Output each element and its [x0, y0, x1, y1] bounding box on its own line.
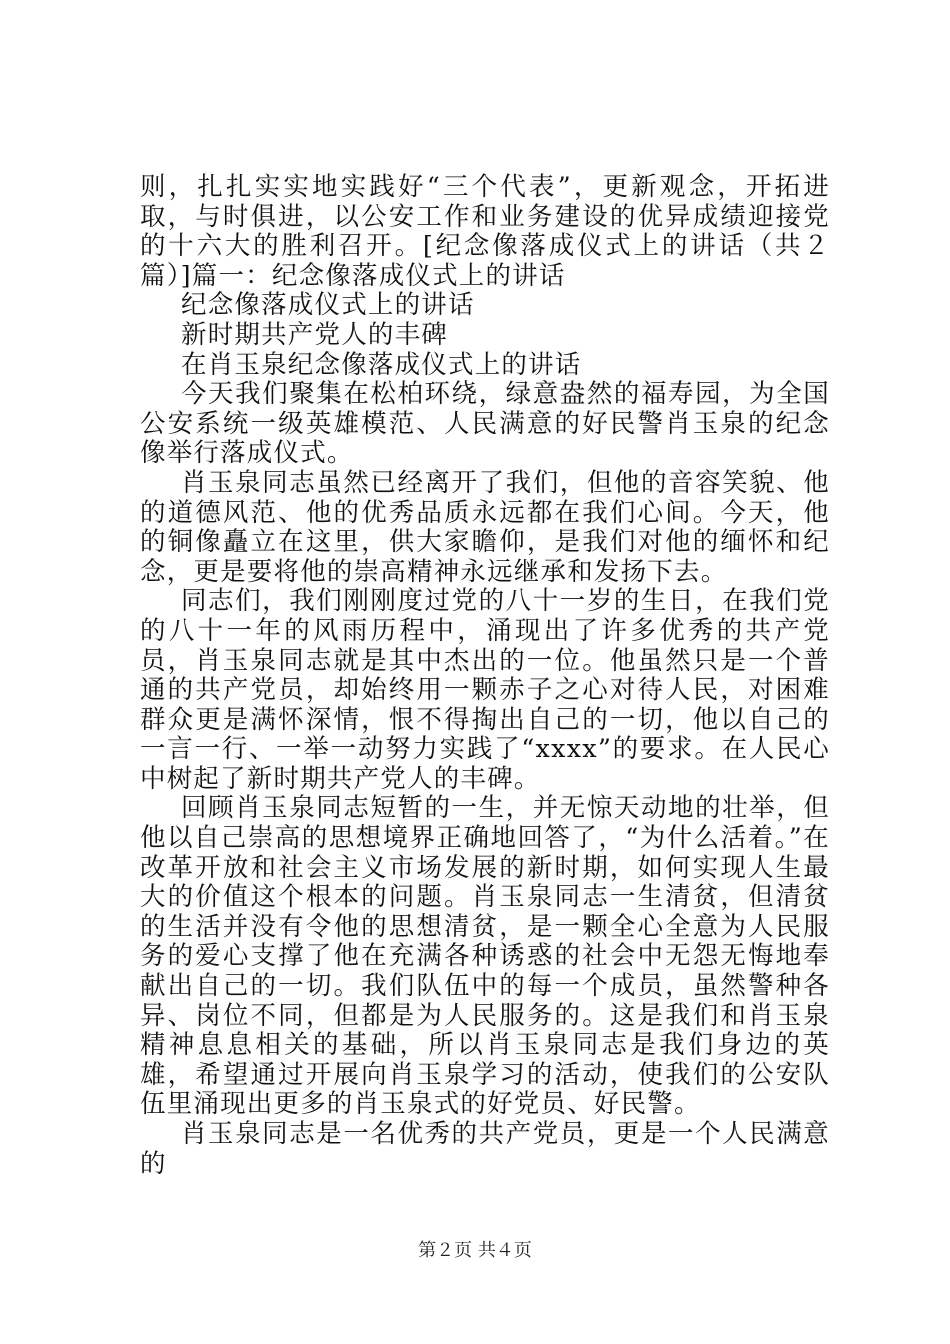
paragraph-4: 在肖玉泉纪念像落成仪式上的讲话	[181, 349, 582, 380]
paragraph-1: 则，扎扎实实地实践好“三个代表”，更新观念，开拓进取，与时俱进，以公安工作和业务建设的优异成绩迎接党的十六大的胜利召开。[纪念像落成仪式上的讲话（共２篇）]篇一：纪念像落成仪式上的讲话	[140, 172, 830, 291]
paragraph-6: 肖玉泉同志虽然已经离开了我们，但他的音容笑貌、他的道德风范、他的优秀品质永远都在我们心间。今天，他的铜像矗立在这里，供大家瞻仰，是我们对他的缅怀和纪念，更是要将他的崇高精神永远继承和发扬下去。	[140, 467, 830, 587]
paragraph-7: 同志们，我们刚刚度过党的八十一岁的生日，在我们党的八十一年的风雨历程中，涌现出了许多优秀的共产党员，肖玉泉同志就是其中杰出的一位。他虽然只是一个普通的共产党员，却始终用一颗赤子之心对待人民，对困难群众更是满怀深情，恨不得掏出自己的一切，他以自己的一言一行、一举一动努力实践了“xxxx”的要求。在人民心中树起了新时期共产党人的丰碑。	[140, 586, 830, 794]
document-body	[140, 173, 830, 1179]
page-footer: 第２页 共４页	[418, 1240, 532, 1261]
paragraph-8: 回顾肖玉泉同志短暂的一生，并无惊天动地的壮举，但他以自己崇高的思想境界正确地回答了，“为什么活着。”在改革开放和社会主义市场发展的新时期，如何实现人生最大的价值这个根本的问题。肖玉泉同志一生清贫，但清贫的生活并没有令他的思想清贫，是一颗全心全意为人民服务的爱心支撑了他在充满各种诱惑的社会中无怨无悔地奉献出自己的一切。我们队伍中的每一个成员，虽然警种各异、岗位不同，但都是为人民服务的。这是我们和肖玉泉精神息息相关的基础，所以肖玉泉同志是我们身边的英雄，希望通过开展向肖玉泉学习的活动，使我们的公安队伍里涌现出更多的肖玉泉式的好党员、好民警。	[140, 793, 830, 1120]
paragraph-3: 新时期共产党人的丰碑	[181, 319, 449, 350]
paragraph-9: 肖玉泉同志是一名优秀的共产党员，更是一个人民满意的	[140, 1119, 830, 1179]
paragraph-2: 纪念像落成仪式上的讲话	[181, 290, 475, 321]
paragraph-5: 今天我们聚集在松柏环绕，绿意盎然的福寿园，为全国公安系统一级英雄模范、人民满意的好民警肖玉泉的纪念像举行落成仪式。	[140, 379, 830, 469]
